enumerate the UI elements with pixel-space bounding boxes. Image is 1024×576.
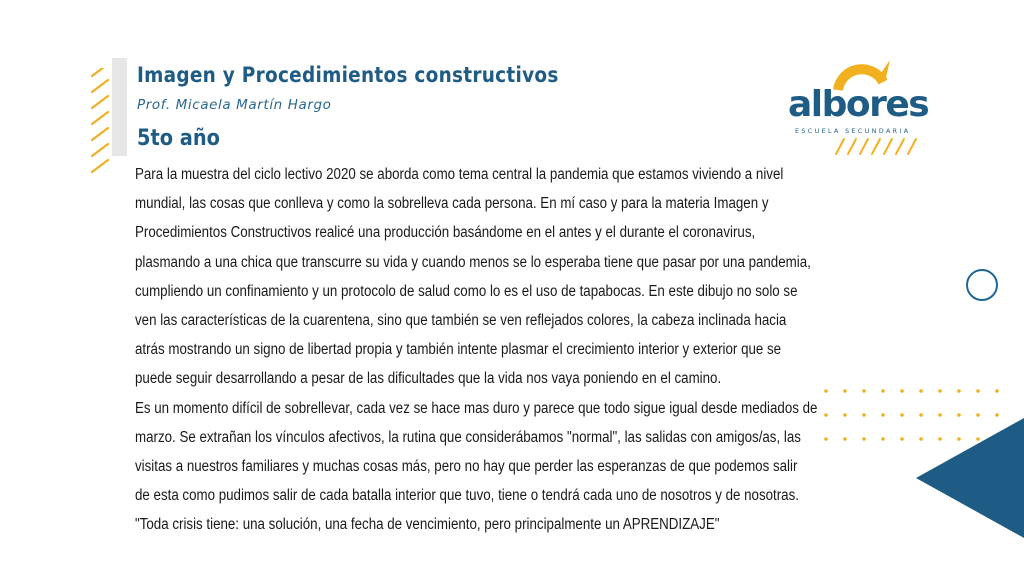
body-line: cumpliendo un confinamiento y un protocolo de salud como lo es el uso de tapabocas. En este dibujo no solo se [135,282,798,300]
body-text [135,160,935,540]
header-accent-bar [112,58,127,156]
body-line: de esta como pudimos salir de cada batalla interior que tuvo, tiene o tendrá cada uno de nosotros y de nosotras. [135,487,799,505]
body-line: plasmando a una chica que transcurre su vida y cuando menos se lo esperaba tiene que pasar por una pandemia, [135,253,811,271]
page-title: Imagen y Procedimientos constructivos [137,63,559,87]
body-line: Procedimientos Constructivos realicé una producción basándome en el antes y el durante el coronavirus, [135,224,756,242]
logo-wordmark: albores [788,84,929,125]
school-logo [786,56,929,156]
yellow-hatch-decoration [90,68,114,178]
body-line: Para la muestra del ciclo lectivo 2020 se aborda como tema central la pandemia que estamos viviendo a nivel [135,166,784,183]
body-line: mundial, las cosas que conlleva y como la sobrelleva cada persona. En mí caso y para la materia Imagen y [135,195,769,213]
body-line: atrás mostrando un signo de libertad propia y también intente plasmar el crecimiento interior y exterior que se [135,341,782,359]
body-line: marzo. Se extrañan los vínculos afectivos, la rutina que considerábamos "normal", las salidas con amigos/as, las [135,428,801,446]
body-line: "Toda crisis tiene: una solución, una fecha de vencimiento, pero principalmente un APRENDIZAJE" [135,516,720,534]
body-line: puede seguir desarrollando a pesar de las dificultades que la vida nos vaya poniendo en el camino. [135,370,722,388]
logo-subtitle: ESCUELA SECUNDARIA [795,128,911,135]
body-line: ven las características de la cuarentena, sino que también se ven reflejados colores, la cabeza inclinada hacia [135,312,787,330]
body-line: visitas a nuestros familiares y muchas cosas más, pero no hay que perder las esperanzas de que podemos salir [135,458,798,476]
school-year: 5to año [137,126,220,151]
body-line: Es un momento difícil de sobrellevar, cada vez se hace mas duro y parece que todo sigue igual desde mediados de [135,399,818,417]
logo-hatch-decoration [834,136,924,156]
professor-name: Prof. Micaela Martín Hargo [137,97,332,113]
circle-outline-decoration [966,269,998,301]
